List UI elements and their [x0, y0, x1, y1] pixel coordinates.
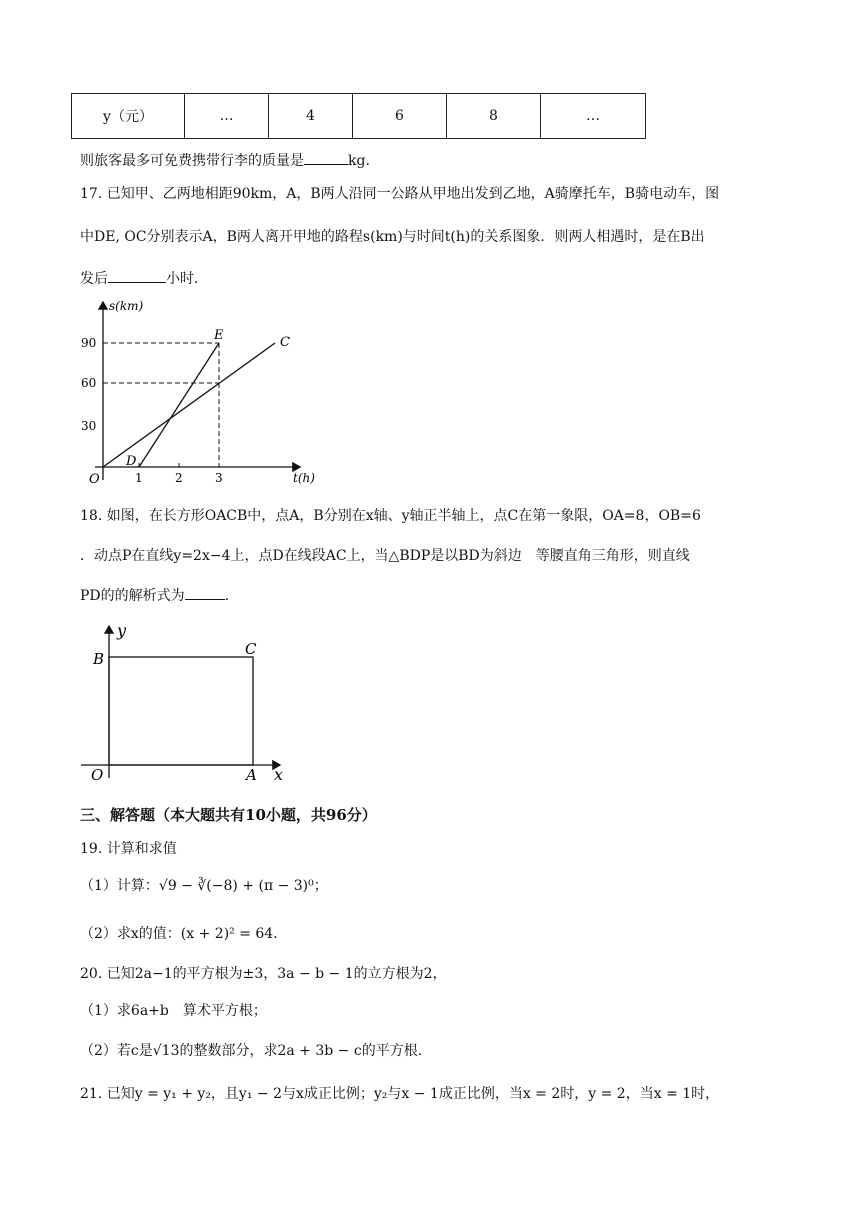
- q18-figure: [75, 620, 295, 785]
- point-C-label: C: [280, 335, 290, 350]
- q20-part2: （2）若c是√13的整数部分，求2a + 3b − c的平方根.: [80, 1043, 423, 1059]
- q18-line3-prefix: PD的的解析式为: [80, 588, 185, 604]
- q17-line3: [80, 268, 208, 288]
- luggage-text: 则旅客最多可免费携带行李的质量是: [80, 153, 304, 169]
- point-C-label: C: [245, 640, 257, 658]
- y-tick-60: 60: [81, 376, 97, 390]
- q19-title: 19. 计算和求值: [80, 841, 177, 857]
- data-table: [71, 93, 646, 139]
- table-cell: 4: [269, 94, 353, 139]
- table-cell: 6: [353, 94, 447, 139]
- table-row: [72, 94, 646, 139]
- origin-label: O: [91, 766, 104, 784]
- point-D-label: D: [126, 454, 137, 469]
- q17-line3-suffix: 小时．: [166, 271, 208, 287]
- x-tick-1: 1: [135, 471, 143, 485]
- section-title: 三、解答题（本大题共有10小题，共96分）: [80, 806, 377, 824]
- point-B-label: B: [93, 650, 105, 668]
- x-tick-2: 2: [175, 471, 183, 485]
- rectangle-OACB: [109, 657, 253, 765]
- q21-title: 21. 已知y = y₁ + y₂，且y₁ − 2与x成正比例；y₂与x − 1成正比例，当x = 2时，y = 2，当x = 1时，: [80, 1086, 720, 1102]
- y-tick-30: 30: [81, 419, 97, 433]
- x-axis-label: t(h): [293, 471, 315, 485]
- table-cell: …: [541, 94, 646, 139]
- origin-label: O: [89, 472, 100, 487]
- q18-line3-suffix: .: [224, 588, 230, 604]
- q18-line2: ．动点P在直线y=2x−4上，点D在线段AC上，当△BDP是以BD为斜边 等腰直角三角形，则直线: [80, 548, 690, 564]
- point-E-label: E: [214, 328, 224, 343]
- q20-part1: （1）求6a+b 算术平方根；: [80, 1003, 267, 1019]
- table-cell-header: y（元）: [72, 94, 185, 139]
- unit-text: kg.: [348, 153, 370, 169]
- table-cell: 8: [447, 94, 541, 139]
- q17-graph: [75, 296, 315, 492]
- q18-line3: [80, 585, 229, 605]
- q19-part1: （1）计算：√9 − ∛(−8) + (π − 3)⁰；: [80, 878, 328, 894]
- q18-line1: 18. 如图，在长方形OACB中，点A，B分别在x轴、y轴正半轴上，点C在第一象限，OA=8，OB=6: [80, 508, 701, 524]
- line-OC: [103, 343, 275, 467]
- y-tick-90: 90: [81, 336, 97, 350]
- q17-line2: 中DE, OC分别表示A，B两人离开甲地的路程s(km)与时间t(h)的关系图象．则两人相遇时，是在B出: [80, 229, 705, 245]
- y-axis-label: y: [117, 621, 127, 640]
- luggage-question-line: [80, 150, 370, 170]
- q19-part2: （2）求x的值：(x + 2)² = 64．: [80, 926, 288, 942]
- point-A-label: A: [246, 766, 257, 784]
- x-tick-3: 3: [215, 471, 223, 485]
- answer-blank: [185, 599, 225, 600]
- line-DE: [139, 343, 219, 467]
- q17-line1: 17. 已知甲、乙两地相距90km，A，B两人沿同一公路从甲地出发到乙地，A骑摩托车，B骑电动车，图: [80, 186, 720, 202]
- q17-line3-prefix: 发后: [80, 271, 108, 287]
- table-cell: …: [185, 94, 269, 139]
- y-axis-label: s(km): [109, 299, 144, 313]
- x-axis-label: x: [274, 765, 284, 784]
- q20-title: 20. 已知2a−1的平方根为±3，3a − b − 1的立方根为2，: [80, 966, 447, 982]
- answer-blank: [108, 282, 166, 283]
- answer-blank: [304, 164, 348, 165]
